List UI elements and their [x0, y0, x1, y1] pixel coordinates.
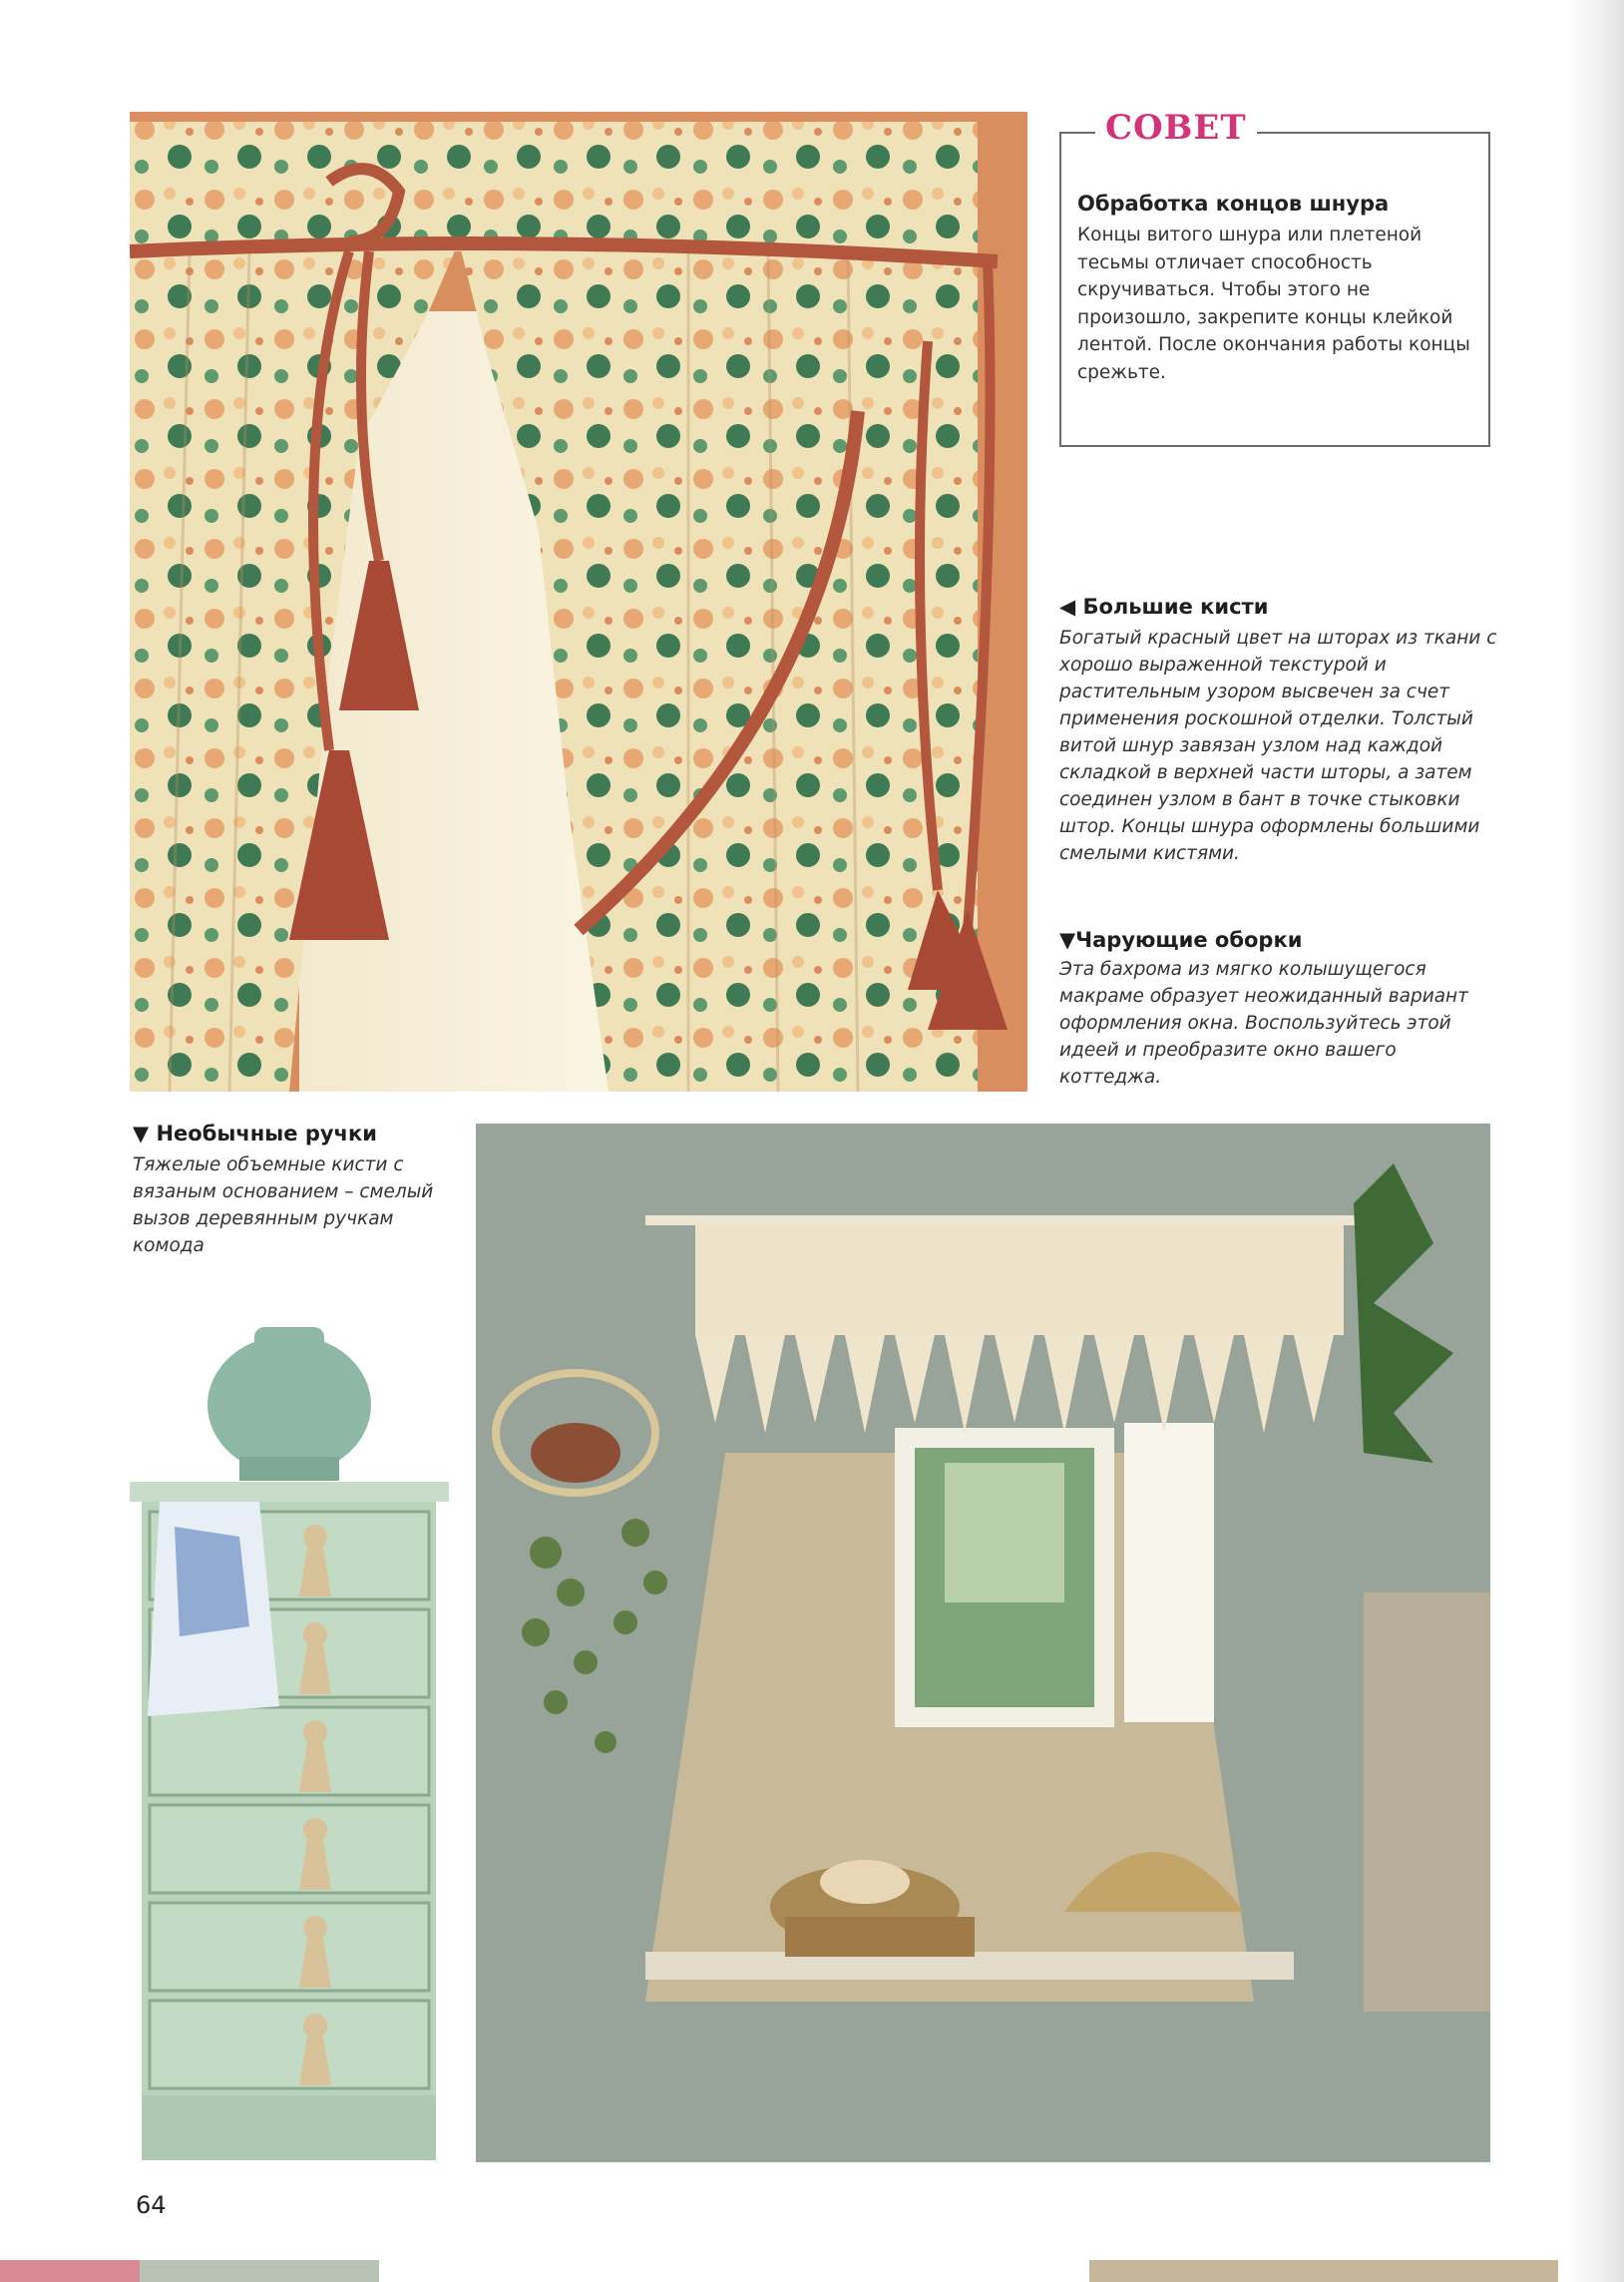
bottom-color-strip: [1089, 2260, 1558, 2282]
window-illustration: [476, 1124, 1490, 2162]
curtains-tassels-photo: [130, 112, 1027, 1092]
page-gutter-shadow: [1564, 0, 1624, 2282]
caption-unusual-handles-text: Тяжелые объемные кисти с вязаным основанием – смелый вызов деревянным ручкам комода: [133, 1154, 434, 1256]
bottom-color-strip: [140, 2260, 379, 2282]
caption-heading-text: Необычные ручки: [156, 1122, 377, 1145]
caption-charming-frills-text: Эта бахрома из мягко колышущегося макраме образует неожиданный вариант оформления окна. Воспользуйтесь этой идеей и преобразите окно вашего коттеджа.: [1059, 959, 1468, 1088]
page-number: 64: [136, 2191, 167, 2219]
caption-marker-down-arrow: ▼: [133, 1122, 150, 1145]
chest-illustration: [120, 1327, 459, 2175]
chest-of-drawers-photo: [120, 1327, 459, 2175]
caption-unusual-handles-heading: [133, 1122, 377, 1145]
tip-text: Концы витого шнура или плетеной тесьмы отличает способность скручиваться. Чтобы этого не произошло, закрепите концы клейкой лентой. После окончания работы концы срежьте.: [1077, 225, 1470, 383]
bottom-color-strip: [0, 2260, 140, 2282]
caption-large-tassels-heading: [1059, 595, 1268, 619]
caption-charming-frills-heading: [1059, 928, 1302, 952]
caption-marker-left-arrow: ◀: [1059, 595, 1076, 619]
caption-heading-text: Чарующие оборки: [1075, 928, 1303, 952]
caption-heading-text: Большие кисти: [1082, 595, 1269, 619]
tip-title: СОВЕТ: [1095, 108, 1257, 148]
caption-marker-down-arrow: ▼: [1059, 928, 1076, 952]
tip-heading: Обработка концов шнура: [1077, 192, 1390, 216]
macrame-window-photo: [476, 1124, 1490, 2162]
curtains-illustration: [130, 112, 1027, 1092]
caption-large-tassels-text: Богатый красный цвет на шторах из ткани с хорошо выраженной текстурой и растительным узором высвечен за счет применения роскошной отделки. Толстый витой шнур завязан узлом над каждой складкой в верхней части шторы, а затем соединен узлом в бант в точке стыковки штор. Концы шнура оформлены большими смелыми кистями.: [1059, 628, 1497, 864]
